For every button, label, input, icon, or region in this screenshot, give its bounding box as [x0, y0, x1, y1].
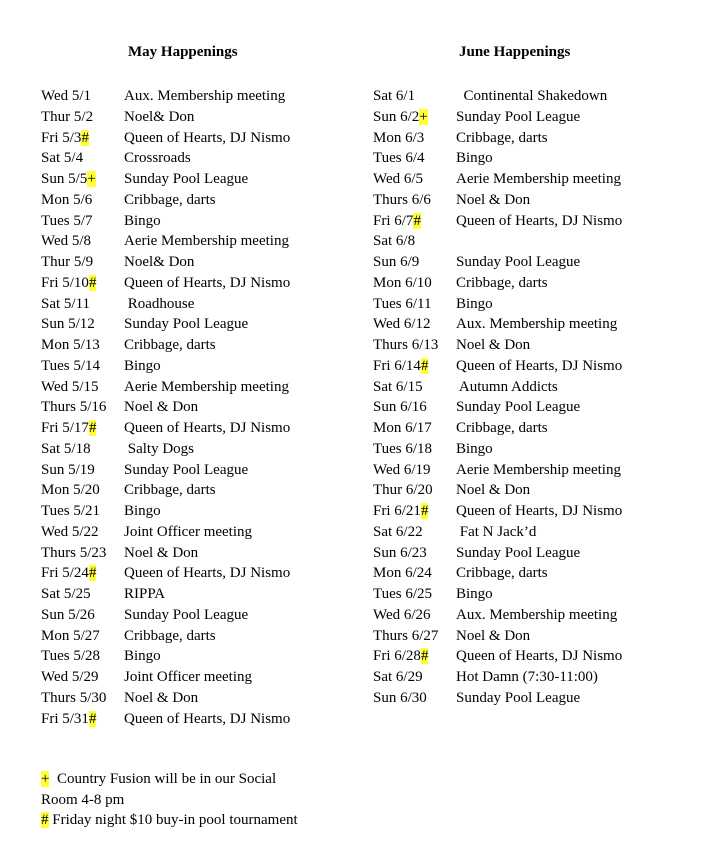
schedule-day — [41, 543, 106, 564]
schedule-day-label: Wed 5/29 — [41, 669, 99, 685]
june-title: June Happenings — [459, 44, 571, 60]
schedule-day — [373, 563, 432, 584]
schedule-day — [41, 480, 100, 501]
schedule-day-label: Mon 5/6 — [41, 191, 93, 208]
schedule-day-label: Sat 6/22 — [373, 523, 423, 540]
schedule-day — [373, 439, 432, 460]
schedule-day — [41, 709, 96, 730]
schedule-day — [373, 86, 415, 107]
schedule-event: Queen of Hearts, DJ Nismo — [124, 129, 291, 146]
schedule-day-label: Sun 5/26 — [41, 606, 95, 623]
schedule-day — [41, 605, 95, 626]
schedule-day-label: Sun 5/5 — [41, 171, 88, 187]
schedule-day — [41, 273, 96, 294]
schedule-day — [373, 148, 425, 169]
schedule-mark: # — [88, 274, 97, 291]
schedule-event: Joint Officer meeting — [124, 523, 253, 540]
schedule-event: Bingo — [456, 150, 493, 167]
schedule-event: Sunday Pool League — [456, 399, 581, 416]
schedule-day-label: Fri 5/10 — [41, 274, 89, 291]
schedule-day — [41, 688, 106, 709]
schedule-event: Sunday Pool League — [456, 689, 581, 706]
schedule-event: Noel& Don — [124, 254, 195, 270]
schedule-event: Queen of Hearts, DJ Nismo — [456, 503, 623, 519]
schedule-day — [41, 294, 90, 315]
schedule-day-label: Thur 6/20 — [373, 482, 433, 499]
schedule-event: Aerie Membership meeting — [124, 233, 289, 250]
schedule-day — [41, 107, 93, 128]
schedule-day-label: Tues 5/28 — [41, 648, 101, 665]
schedule-event: Bingo — [124, 212, 161, 229]
schedule-day-label: Tues 6/25 — [373, 586, 433, 602]
schedule-event: Fat N Jack’d — [456, 523, 537, 540]
schedule-day — [373, 190, 431, 211]
legend-plus-mark: + — [41, 771, 50, 787]
schedule-day — [373, 169, 423, 190]
schedule-mark: # — [88, 420, 97, 436]
schedule-event: Autumn Addicts — [456, 378, 558, 395]
schedule-day — [373, 543, 427, 564]
schedule-day-label: Thurs 5/16 — [41, 399, 107, 416]
schedule-day — [373, 605, 431, 626]
schedule-event: Cribbage, darts — [456, 565, 548, 582]
schedule-day — [41, 169, 96, 190]
schedule-day — [41, 356, 100, 377]
schedule-day-label: Thur 5/9 — [41, 254, 94, 270]
schedule-event: Queen of Hearts, DJ Nismo — [124, 565, 291, 582]
schedule-day-label: Sat 6/1 — [373, 88, 416, 104]
schedule-day — [373, 397, 427, 418]
schedule-event: Continental Shakedown — [456, 88, 608, 104]
schedule-mark: # — [420, 503, 429, 519]
schedule-day — [373, 626, 438, 647]
schedule-day — [373, 584, 432, 605]
schedule-day-label: Thurs 5/23 — [41, 544, 107, 561]
legend-hash-text: Friday night $10 buy-in pool tournament — [48, 812, 298, 828]
schedule-day — [373, 335, 438, 356]
schedule-event: Aerie Membership meeting — [124, 378, 289, 395]
schedule-event: Salty Dogs — [124, 440, 195, 457]
schedule-event: Bingo — [456, 586, 493, 602]
schedule-day-label: Sun 5/19 — [41, 461, 95, 478]
schedule-event: Roadhouse — [124, 295, 195, 312]
schedule-day-label: Mon 6/10 — [373, 274, 432, 291]
schedule-mark: # — [420, 648, 429, 665]
schedule-day — [373, 211, 421, 232]
schedule-day — [41, 646, 100, 667]
schedule-day-label: Sun 6/2 — [373, 108, 420, 125]
schedule-event: Bingo — [456, 295, 493, 312]
schedule-day — [373, 252, 419, 273]
schedule-day-label: Sun 5/12 — [41, 316, 95, 333]
schedule-day — [41, 335, 100, 356]
schedule-day-label: Sat 5/25 — [41, 586, 91, 602]
schedule-day — [373, 646, 428, 667]
schedule-mark: # — [420, 357, 429, 374]
schedule-day-label: Fri 5/31 — [41, 710, 89, 727]
schedule-day — [373, 356, 428, 377]
schedule-event: Bingo — [456, 440, 493, 457]
schedule-day-label: Wed 6/12 — [373, 316, 431, 333]
legend-plus-text-line2: Room 4-8 pm — [41, 791, 125, 808]
schedule-day-label: Fri 6/21 — [373, 503, 421, 519]
schedule-day-label: Sun 6/16 — [373, 399, 427, 416]
schedule-day-label: Tues 6/18 — [373, 440, 433, 457]
schedule-day-label: Fri 5/24 — [41, 565, 89, 582]
schedule-day-label: Wed 5/1 — [41, 88, 92, 104]
schedule-event: Sunday Pool League — [456, 544, 581, 561]
schedule-day-label: Sat 5/11 — [41, 295, 91, 312]
schedule-event: Cribbage, darts — [456, 420, 548, 436]
schedule-event: Sunday Pool League — [124, 606, 249, 623]
schedule-day-label: Sat 6/8 — [373, 233, 416, 250]
schedule-day — [373, 231, 415, 252]
legend-plus — [41, 769, 276, 810]
schedule-day — [41, 148, 83, 169]
schedule-event: Cribbage, darts — [124, 337, 216, 353]
schedule-event: Sunday Pool League — [456, 108, 581, 125]
schedule-day-label: Wed 5/15 — [41, 378, 99, 395]
schedule-mark: # — [413, 212, 421, 229]
schedule-day — [41, 501, 100, 522]
schedule-day — [373, 667, 423, 688]
schedule-event: Noel & Don — [456, 191, 531, 208]
schedule-day — [41, 231, 91, 252]
schedule-day — [373, 418, 432, 439]
schedule-day-label: Mon 5/20 — [41, 482, 100, 499]
schedule-day — [41, 667, 99, 688]
legend-plus-text-line1: Country Fusion will be in our Social — [49, 771, 277, 787]
schedule-day — [373, 480, 433, 501]
schedule-day — [373, 128, 424, 149]
schedule-day — [41, 314, 95, 335]
schedule-day-label: Thurs 6/13 — [373, 337, 439, 353]
schedule-event: Aux. Membership meeting — [456, 606, 618, 623]
schedule-day — [41, 190, 92, 211]
schedule-event: Sunday Pool League — [124, 316, 249, 333]
schedule-event: RIPPA — [124, 586, 166, 602]
schedule-day-label: Fri 6/28 — [373, 648, 421, 665]
schedule-day — [373, 460, 431, 481]
schedule-day — [41, 563, 96, 584]
schedule-day-label: Mon 6/17 — [373, 420, 432, 436]
schedule-event: Bingo — [124, 503, 161, 519]
schedule-event: Queen of Hearts, DJ Nismo — [456, 648, 623, 665]
may-title: May Happenings — [128, 44, 238, 60]
schedule-event: Cribbage, darts — [124, 627, 216, 644]
schedule-day-label: Mon 5/27 — [41, 627, 100, 644]
schedule-day — [373, 377, 423, 398]
schedule-event: Noel& Don — [124, 108, 195, 125]
schedule-event: Noel & Don — [456, 337, 531, 353]
schedule-day — [41, 626, 100, 647]
schedule-day-label: Tues 5/14 — [41, 357, 101, 374]
schedule-day — [41, 377, 99, 398]
schedule-event: Cribbage, darts — [456, 274, 548, 291]
schedule-day — [41, 584, 91, 605]
schedule-day-label: Wed 6/26 — [373, 606, 431, 623]
schedule-event: Noel & Don — [456, 482, 531, 499]
schedule-day — [373, 314, 431, 335]
schedule-day — [373, 294, 432, 315]
schedule-day — [41, 522, 99, 543]
schedule-day-label: Mon 6/3 — [373, 129, 425, 146]
schedule-day-label: Sun 6/30 — [373, 689, 427, 706]
schedule-day-label: Mon 6/24 — [373, 565, 432, 582]
schedule-mark: # — [81, 129, 89, 146]
schedule-day — [41, 211, 93, 232]
schedule-event: Bingo — [124, 357, 161, 374]
schedule-mark: + — [87, 171, 96, 187]
schedule-day — [373, 273, 432, 294]
schedule-day-label: Sat 6/29 — [373, 669, 423, 685]
schedule-event: Cribbage, darts — [456, 129, 548, 146]
schedule-day-label: Thurs 6/27 — [373, 627, 439, 644]
schedule-day-label: Wed 6/5 — [373, 171, 424, 187]
schedule-mark: # — [88, 710, 97, 727]
schedule-day — [41, 418, 96, 439]
schedule-day — [41, 439, 91, 460]
schedule-day — [373, 107, 428, 128]
schedule-event: Noel & Don — [456, 627, 531, 644]
schedule-day-label: Sat 6/15 — [373, 378, 423, 395]
schedule-event: Aerie Membership meeting — [456, 461, 621, 478]
schedule-day — [41, 86, 91, 107]
schedule-event: Joint Officer meeting — [124, 669, 253, 685]
schedule-day-label: Sun 6/23 — [373, 544, 427, 561]
schedule-day-label: Fri 6/7 — [373, 212, 414, 229]
schedule-event: Bingo — [124, 648, 161, 665]
schedule-day — [41, 128, 89, 149]
schedule-event: Noel & Don — [124, 689, 199, 706]
schedule-day-label: Tues 6/11 — [373, 295, 432, 312]
schedule-day-label: Thurs 5/30 — [41, 689, 107, 706]
schedule-day-label: Sun 6/9 — [373, 254, 420, 270]
schedule-event: Queen of Hearts, DJ Nismo — [124, 274, 291, 291]
schedule-event: Noel & Don — [124, 544, 199, 561]
schedule-event: Cribbage, darts — [124, 191, 216, 208]
schedule-day-label: Fri 5/17 — [41, 420, 89, 436]
legend-hash — [41, 810, 298, 831]
schedule-event: Queen of Hearts, DJ Nismo — [124, 420, 291, 436]
schedule-day-label: Mon 5/13 — [41, 337, 100, 353]
schedule-event: Noel & Don — [124, 399, 199, 416]
schedule-day — [41, 460, 95, 481]
schedule-event: Queen of Hearts, DJ Nismo — [456, 357, 623, 374]
schedule-day — [373, 522, 423, 543]
schedule-event: Aerie Membership meeting — [456, 171, 621, 187]
schedule-day-label: Thurs 6/6 — [373, 191, 431, 208]
schedule-day — [41, 252, 93, 273]
schedule-mark: + — [419, 108, 428, 125]
schedule-day — [373, 688, 427, 709]
schedule-event: Queen of Hearts, DJ Nismo — [456, 212, 623, 229]
schedule-event: Hot Damn (7:30-11:00) — [456, 669, 598, 685]
legend-hash-mark: # — [41, 812, 49, 828]
schedule-day-label: Wed 6/19 — [373, 461, 431, 478]
schedule-event: Crossroads — [124, 150, 191, 167]
schedule-day — [373, 501, 428, 522]
schedule-day-label: Thur 5/2 — [41, 108, 94, 125]
schedule-event: Sunday Pool League — [456, 254, 581, 270]
schedule-day-label: Fri 6/14 — [373, 357, 421, 374]
schedule-day-label: Tues 5/7 — [41, 212, 93, 229]
schedule-day-label: Sat 5/18 — [41, 440, 91, 457]
schedule-day-label: Wed 5/22 — [41, 523, 99, 540]
schedule-day-label: Wed 5/8 — [41, 233, 92, 250]
schedule-event: Cribbage, darts — [124, 482, 216, 499]
schedule-day-label: Tues 5/21 — [41, 503, 101, 519]
schedule-day — [41, 397, 106, 418]
schedule-event: Aux. Membership meeting — [124, 88, 286, 104]
schedule-day-label: Fri 5/3 — [41, 129, 82, 146]
schedule-event: Sunday Pool League — [124, 171, 249, 187]
schedule-event: Aux. Membership meeting — [456, 316, 618, 333]
schedule-mark: # — [88, 565, 97, 582]
schedule-day-label: Sat 5/4 — [41, 150, 84, 167]
schedule-event: Sunday Pool League — [124, 461, 249, 478]
schedule-event: Queen of Hearts, DJ Nismo — [124, 710, 291, 727]
schedule-day-label: Tues 6/4 — [373, 150, 425, 167]
